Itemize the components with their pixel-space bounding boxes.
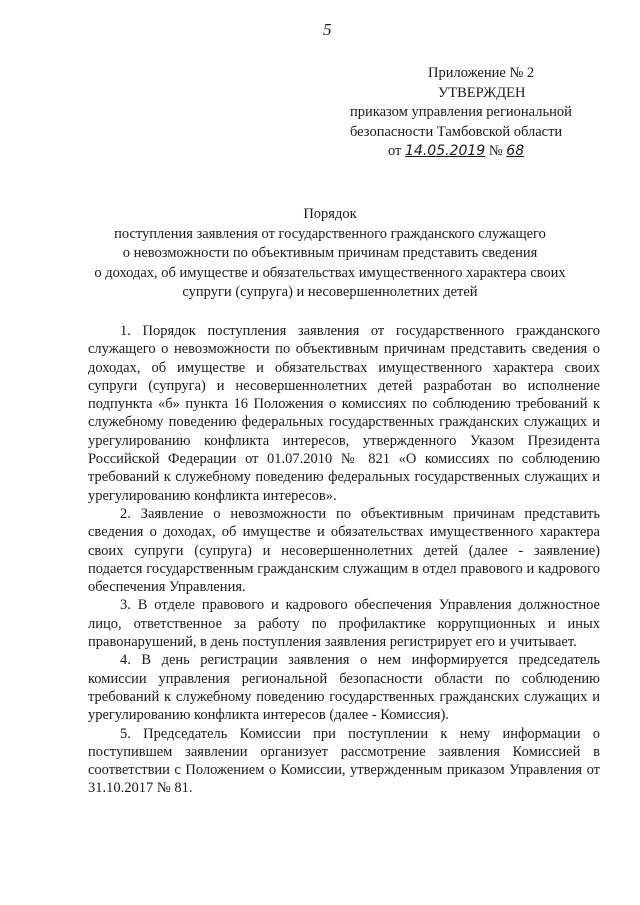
paragraph-3: 3. В отделе правового и кадрового обеспечения Управления должностное лицо, ответственное за работу по профилактике коррупционных и иных правонарушений, в день поступления заявления регистрирует его и учитывает. <box>88 597 600 651</box>
document-body <box>88 322 600 798</box>
page-number: 5 <box>323 20 332 39</box>
title-line-4: супруги (супруга) и несовершеннолетних детей <box>182 284 478 300</box>
order-line-2: безопасности Тамбовской области <box>350 123 563 140</box>
title-line-3: о доходах, об имуществе и обязательствах имущественного характера своих <box>94 264 566 281</box>
title-line-2: о невозможности по объективным причинам представить сведения <box>122 245 538 261</box>
approved-label: УТВЕРЖДЕН <box>438 84 526 101</box>
appendix-label: Приложение № 2 <box>428 65 535 81</box>
approval-stamp <box>340 64 600 162</box>
handwritten-number: 68 <box>506 143 525 159</box>
paragraph-4: 4. В день регистрации заявления о нем информируется председатель комиссии управления региональной безопасности области по соблюдению требований к служебному поведению государственных гражданских служащих и урегулированию конфликта интересов (далее - Комиссия). <box>88 652 600 724</box>
date-prefix: от <box>388 143 402 159</box>
order-line-1: приказом управления региональной <box>350 104 572 120</box>
title-line-1: поступления заявления от государственного гражданского служащего <box>114 225 546 242</box>
handwritten-date: 14.05.2019 <box>405 143 486 159</box>
paragraph-1: 1. Порядок поступления заявления от государственного гражданского служащего о невозможности по объективным причинам представить сведения о доходах, об имуществе и обязательствах имущественного характера своих супруги (супруга) и несовершеннолетних детей разработан во исполнение подпункта «б» пункта 16 Положения о комиссиях по соблюдению требований к служебному поведению федеральных государственных гражданских служащих и урегулированию конфликта интересов, утвержденного Указом Президента Российской Федерации от 01.07.2010 № 821 «О комиссиях по соблюдению требований к служебному поведению федеральных государственных служащих и урегулированию конфликта интересов». <box>88 323 600 504</box>
paragraph-5: 5. Председатель Комиссии при поступлении к нему информации о поступившем заявлении организует рассмотрение заявления Комиссией в соответствии с Положением о Комиссии, утвержденным приказом Управления от 31.10.2017 № 81. <box>88 725 600 797</box>
title-heading: Порядок <box>303 206 357 222</box>
number-prefix: № <box>488 143 503 159</box>
order-date-line <box>340 142 600 162</box>
document-title <box>70 205 590 303</box>
paragraph-2: 2. Заявление о невозможности по объективным причинам представить сведения о доходах, об имуществе и обязательствах имущественного характера своих супруги (супруга) и несовершеннолетних детей (далее - заявление) подается государственным гражданским служащим в отдел правового и кадрового обеспечения Управления. <box>88 505 600 596</box>
